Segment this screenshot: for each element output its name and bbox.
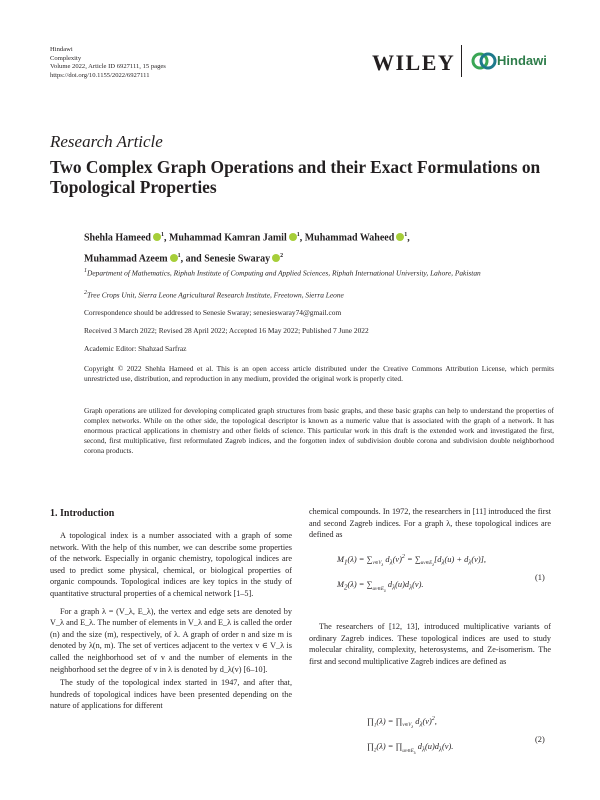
equation-number: (1): [535, 573, 545, 582]
hindawi-logo-icon: [471, 50, 497, 72]
paragraph: A topological index is a number associated with a graph of some network. With the help of this number, we can describe some properties of the network. Especially in organic chemistry, topological indices are used to predict some physical, chemical, or biological properties of organic compounds. Topological indices are key topics in the study of quantitative structural properties of a chemical network [1–5].: [50, 531, 292, 598]
affiliation-1: $^1$Department of Mathematics, Riphah Institute of Computing and Applied Sciences, Riphah International University, Lahore, Pakistan: [84, 268, 481, 278]
author-name: Muhammad Azeem: [84, 253, 168, 265]
dates: Received 3 March 2022; Revised 28 April 2022; Accepted 16 May 2022; Published 7 June 2022: [84, 326, 369, 335]
academic-editor: Academic Editor: Shahzad Sarfraz: [84, 344, 187, 353]
right-paragraph-1: chemical compounds. In 1972, the researchers in [11] introduced the first and second Zagreb indices. For a graph λ, these topological indices are defined as: [309, 507, 551, 540]
journal-name: Complexity: [50, 54, 82, 62]
author-name: Senesie Swaray: [204, 253, 271, 265]
logo-divider: [461, 45, 462, 77]
correspondence: Correspondence should be addressed to Senesie Swaray; senesieswaray74@gmail.com: [84, 308, 342, 317]
abstract: Graph operations are utilized for developing complicated graph structures from basic graphs, and these basic graphs can help to understand the properties of complex networks. While on the other side, the topological descriptor is known as a numeric value that is associated with the graph of a network. It has enormous practical applications in chemistry and other fields of science. This particular work in this draft is the extended work and investigated the first, second, first multiplicative, first reformulated Zagreb indices, and the forgotten index of subdivision double corona and subdivision double neighborhood corona products.: [84, 406, 554, 455]
section-title: 1. Introduction: [50, 508, 115, 519]
affiliation-text: Department of Mathematics, Riphah Institute of Computing and Applied Sciences, Riphah International University, Lahore, Pakistan: [87, 268, 481, 278]
affiliation-mark: 1: [160, 232, 164, 238]
article-title: Two Complex Graph Operations and their Exact Formulations on Topological Properties: [50, 157, 541, 197]
wiley-logo: WILEY: [372, 50, 456, 75]
copyright: Copyright © 2022 Shehla Hameed et al. This is an open access article distributed under the Creative Commons Attribution License, which permits unrestricted use, distribution, and reproduction in any medium, provided the original work is properly cited.: [84, 364, 554, 383]
affiliation-mark: 1: [296, 232, 300, 238]
author-name: Shehla Hameed: [84, 232, 151, 244]
orcid-icon[interactable]: [396, 233, 404, 241]
hindawi-logo-text: Hindawi: [497, 53, 547, 68]
equation-number: (2): [535, 735, 545, 744]
affiliation-mark: 2: [280, 253, 284, 260]
left-column: [50, 530, 292, 712]
affiliation-mark: 1: [177, 253, 181, 260]
author-name: Muhammad Waheed: [304, 232, 395, 244]
orcid-icon[interactable]: [153, 233, 161, 241]
author-name: Muhammad Kamran Jamil: [168, 232, 287, 244]
doi-link[interactable]: https://doi.org/10.1155/2022/6927111: [50, 71, 150, 79]
right-paragraph-2: [309, 621, 551, 667]
affiliation-2: $^2$Tree Crops Unit, Sierra Leone Agricultural Research Institute, Freetown, Sierra Leone: [84, 290, 344, 300]
paragraph: For a graph λ = (V_λ, E_λ), the vertex and edge sets are denoted by V_λ and E_λ. The number of elements in V_λ and E_λ is called the order (n) and the size (m), respectively, of λ. A graph of order n and size m is denoted by λ(n, m). The set of vertices adjacent to the vertex v ∈ V_λ is called the neighborhood set of v and the number of elements in the neighborhood set the degree of v in λ is denoted by d_λ(v) [6–10].: [50, 606, 292, 674]
equation-2: $\prod_1(\lambda)$ = $\prod_{v\in V_\lambda}$ $d_\lambda(v)^2$, $\prod_2(\lambda)$ = $\prod_{uv\in E_\lambda}$ $d_\lambda(u)d_\lambda(v)$. (2): [367, 716, 545, 755]
volume-line: Volume 2022, Article ID 6927111, 15 pages: [50, 63, 166, 71]
journal-publisher-line: Hindawi: [50, 46, 73, 53]
equation-1: $M_1(\lambda) = \sum_{v\in V_\lambda}$ $d_\lambda(v)^2 = \sum_{uv\in E_\lambda}[d_\lambda(u) + d_\lambda(v)]$, $M_2(\lambda) = \sum_{uv\in E_\lambda}$ $d_\lambda(u)d_\lambda(v)$. (1): [337, 554, 545, 593]
article-type: Research Article: [50, 132, 163, 151]
author-list: Shehla Hameed $^1$, Muhammad Kamran Jamil $^1$, Muhammad Waheed $^1$, Muhammad Azeem $^1$, and Senesie Swaray $^2$: [84, 232, 410, 265]
paragraph: The study of the topological index started in 1947, and after that, hundreds of topological indices have been presented depending on the nature of applications for different: [50, 678, 292, 711]
affiliation-text: Tree Crops Unit, Sierra Leone Agricultural Research Institute, Freetown, Sierra Leone: [87, 290, 344, 300]
orcid-icon[interactable]: [272, 254, 280, 262]
journal-metadata: [50, 46, 166, 80]
affiliation-mark: 1: [404, 232, 408, 238]
paragraph: The researchers of [12, 13], introduced multiplicative variants of ordinary Zagreb indices. These topological indices are used to study molecular chirality, complexity, heterosystems, and Ze-isomerism. The first and second multiplicative Zagreb indices are defined as: [309, 622, 551, 666]
orcid-icon[interactable]: [170, 254, 178, 262]
orcid-icon[interactable]: [289, 233, 297, 241]
